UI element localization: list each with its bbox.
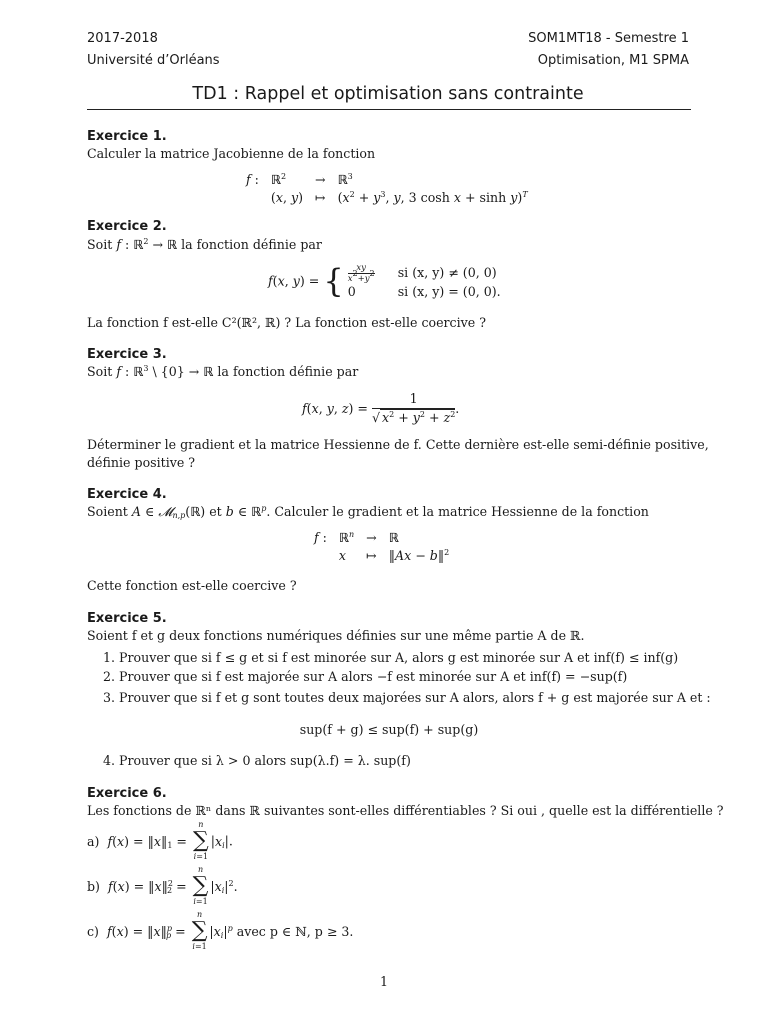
exercise-6-intro: Les fonctions de ℝⁿ dans ℝ suivantes sont-elles différentiables ? Si oui , quelle est la différentielle ? xyxy=(87,803,724,818)
exercise-4-text: Soient A ∈ 𝓜$_{n,p}$(ℝ) et b ∈ ℝ$^p$. Calculer le gradient et la matrice Hessienne de la fonction xyxy=(87,504,649,520)
exercise-4-heading: Exercice 4. xyxy=(87,487,167,502)
exercise-2-question: La fonction f est-elle C²(ℝ², ℝ) ? La fonction est-elle coercive ? xyxy=(87,315,486,330)
university-name: Université d’Orléans xyxy=(87,53,220,68)
exercise-5-item-2: 2. Prouver que si f est majorée sur A alors −f est minorée sur A et inf(f) = −sup(f) xyxy=(103,669,628,684)
page-number: 1 xyxy=(379,974,388,989)
exercise-3-heading: Exercice 3. xyxy=(87,347,167,362)
exercise-1-heading: Exercice 1. xyxy=(87,129,167,144)
exercise-2-heading: Exercice 2. xyxy=(87,219,167,234)
academic-year: 2017-2018 xyxy=(87,31,158,46)
exercise-6-heading: Exercice 6. xyxy=(87,786,167,801)
exercise-3-formula: f(x, y, z) = $\frac{1}{√ x^2 + y^2 + z^2}$ . xyxy=(302,391,460,425)
header-row-1 xyxy=(87,31,689,46)
exercise-5-item-1: 1. Prouver que si f ≤ g et si f est minorée sur A, alors g est minorée sur A et inf(f) ≤ inf(g) xyxy=(103,650,679,665)
exercise-5-intro: Soient f et g deux fonctions numériques définies sur une même partie A de ℝ. xyxy=(87,628,585,643)
exercise-6-item-b: b) f(x) = ‖x‖$^2_2$ = n ∑ i=1 $|x_i|^2$. xyxy=(87,865,238,906)
course-code: SOM1MT18 - Semestre 1 xyxy=(528,31,689,46)
exercise-2-text: Soit f : ℝ$^2$ → ℝ la fonction définie par xyxy=(87,237,322,252)
exercise-5-formula: sup(f + g) ≤ sup(f) + sup(g) xyxy=(299,722,479,737)
exercise-5-heading: Exercice 5. xyxy=(87,611,167,626)
exercise-4-mapping: f : ℝ$^n$ → ℝ x ↦ ‖Ax − b‖$^2$ xyxy=(314,529,450,563)
exercise-3-question-line1: Déterminer le gradient et la matrice Hessienne de f. Cette dernière est-elle semi-définie positive, xyxy=(87,437,709,452)
exercise-5-item-3: 3. Prouver que si f et g sont toutes deux majorées sur A alors, alors f + g est majorée sur A et : xyxy=(103,690,711,705)
exercise-2-piecewise: f(x, y) = { $\frac{xy}{x^2+y^2}$ si (x, y) ≠ (0, 0) 0 si (x, y) = (0, 0). xyxy=(268,262,501,300)
course-name: Optimisation, M1 SPMA xyxy=(537,53,689,68)
exercise-1-text: Calculer la matrice Jacobienne de la fonction xyxy=(87,146,376,161)
exercise-6-item-c: c) f(x) = ‖x‖$^p_p$ = n ∑ i=1 $|x_i|^p$ avec p ∈ ℕ, p ≥ 3. xyxy=(87,910,354,951)
exercise-5-item-4: 4. Prouver que si λ > 0 alors sup(λ.f) = λ. sup(f) xyxy=(103,753,411,768)
page-title: TD1 : Rappel et optimisation sans contrainte xyxy=(192,84,584,104)
title-rule xyxy=(87,109,691,110)
header-row-2 xyxy=(87,53,689,68)
exercise-1-mapping: f : ℝ$^2$ → ℝ$^3$ (x, y) ↦ ($x^2 + y^3$, y, 3 cosh x + sinh y)$^T$ xyxy=(246,171,528,205)
left-brace: { xyxy=(323,262,344,300)
exercise-4-question: Cette fonction est-elle coercive ? xyxy=(87,578,297,593)
exercise-3-question-line2: définie positive ? xyxy=(87,455,196,470)
exercise-3-text: Soit f : ℝ$^3$ \ {0} → ℝ la fonction définie par xyxy=(87,364,359,379)
exercise-6-item-a: a) $f(x) = ‖x‖_1$ = n ∑ i=1 $|x_i|$. xyxy=(87,820,233,861)
